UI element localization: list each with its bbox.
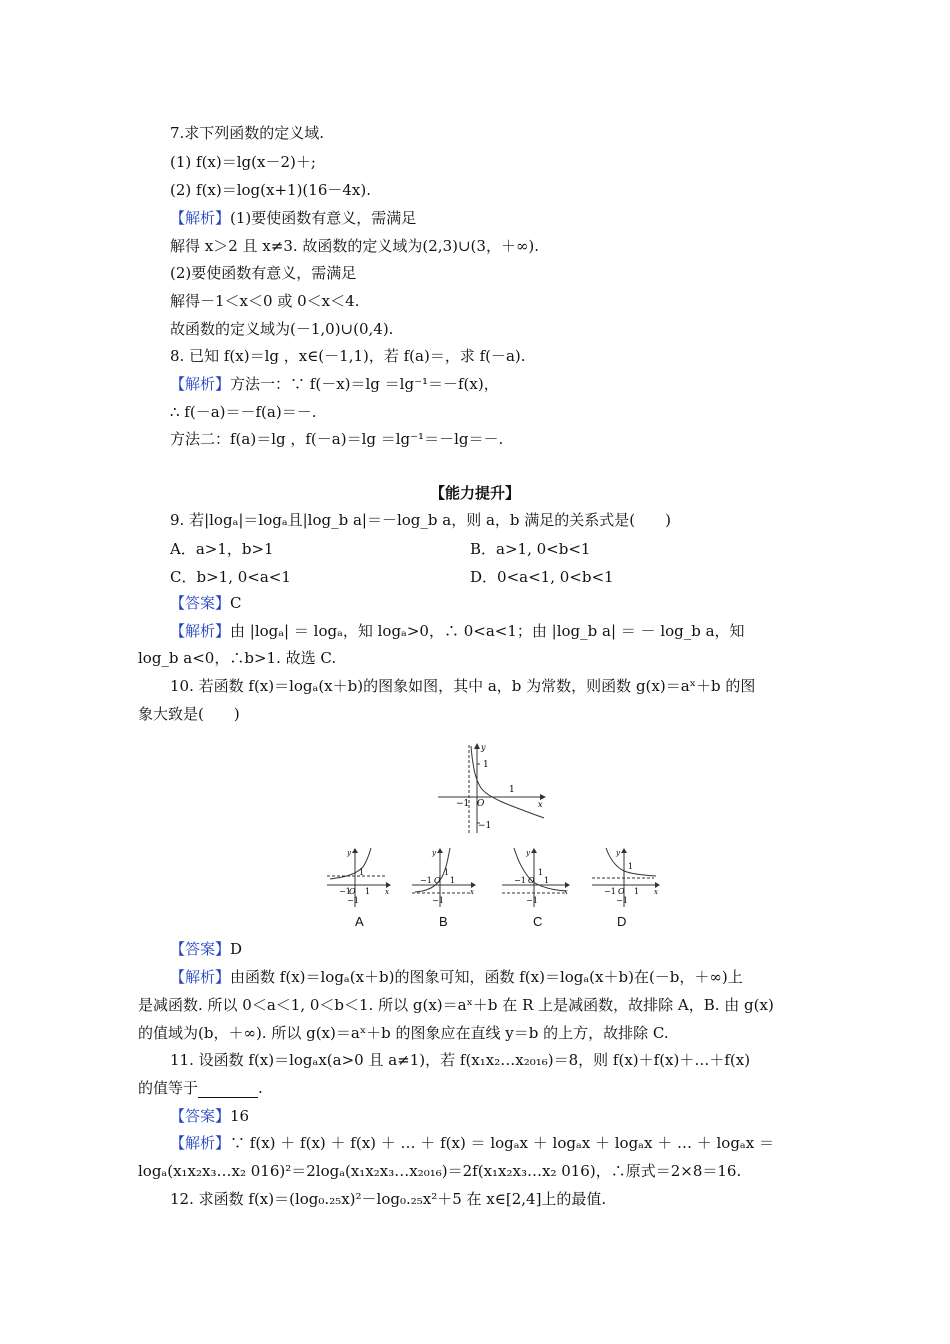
svg-text:y: y <box>616 849 620 857</box>
q7-part2: (2) f(x)＝log(x+1)(16－4x). <box>170 181 371 199</box>
svg-text:1: 1 <box>544 876 550 885</box>
svg-text:1: 1 <box>444 868 450 877</box>
q8-analysis-1: 【解析】方法一：∵ f(－x)＝lg ＝lg⁻¹＝－f(x)， <box>170 375 499 393</box>
analysis-tag: 【解析】 <box>170 968 231 986</box>
q9-option-c: C．b>1, 0<a<1 <box>170 568 291 586</box>
svg-text:O: O <box>618 887 625 896</box>
svg-text:1: 1 <box>483 760 489 770</box>
q9-option-b: B．a>1, 0<b<1 <box>470 540 591 558</box>
q7-analysis-2: 解得 x＞2 且 x≠3. 故函数的定义域为(2,3)∪(3，＋∞). <box>170 237 540 255</box>
svg-text:O: O <box>477 799 485 809</box>
q10-answer: 【答案】D <box>170 940 243 958</box>
option-graph-label-b: B <box>439 914 448 929</box>
svg-text:1: 1 <box>634 887 640 896</box>
q11-title-2: 的值等于 . <box>138 1079 263 1097</box>
q9-option-d: D．0<a<1, 0<b<1 <box>470 568 614 586</box>
svg-text:−1: −1 <box>514 876 526 885</box>
svg-text:1: 1 <box>509 785 515 795</box>
answer-tag: 【答案】 <box>170 1107 231 1125</box>
svg-text:1: 1 <box>359 868 365 877</box>
option-graph-label-d: D <box>617 914 627 929</box>
option-graph-a <box>325 845 395 910</box>
svg-text:1: 1 <box>538 868 544 877</box>
answer-tag: 【答案】 <box>170 594 231 612</box>
option-graph-label-a: A <box>355 914 364 929</box>
q7-analysis-1: 【解析】(1)要使函数有意义，需满足 <box>170 209 417 227</box>
svg-text:x: x <box>654 888 658 896</box>
svg-text:−1: −1 <box>616 896 628 905</box>
q11-analysis-1: 【解析】∵ f(x) ＋ f(x) ＋ f(x) ＋ … ＋ f(x) ＝ logₐx ＋ logₐx ＋ logₐx ＋ … ＋ logₐx ＝ <box>170 1134 774 1152</box>
svg-text:O: O <box>434 876 441 885</box>
svg-text:y: y <box>347 849 351 857</box>
svg-text:−1: −1 <box>478 821 492 831</box>
q7-analysis-5: 故函数的定义域为(－1,0)∪(0,4). <box>170 320 394 338</box>
option-graph-d <box>590 845 665 910</box>
q10-title-2: 象大致是( ) <box>138 705 240 723</box>
svg-text:−1: −1 <box>526 896 538 905</box>
svg-text:1: 1 <box>450 876 456 885</box>
option-graph-label-c: C <box>533 914 543 929</box>
svg-text:y: y <box>481 743 486 752</box>
svg-text:x: x <box>538 800 543 809</box>
q7-analysis-4: 解得－1＜x＜0 或 0＜x＜4. <box>170 292 360 310</box>
svg-text:O: O <box>528 876 535 885</box>
q9-answer: 【答案】C <box>170 594 242 612</box>
q9-option-a: A．a>1，b>1 <box>170 540 274 558</box>
q8-analysis-2: ∴ f(－a)＝－f(a)＝－. <box>170 403 317 421</box>
svg-text:−1: −1 <box>456 799 470 809</box>
svg-text:1: 1 <box>628 862 634 871</box>
svg-text:−1: −1 <box>420 876 432 885</box>
q8-title: 8. 已知 f(x)＝lg ，x∈(－1,1)，若 f(a)＝，求 f(－a). <box>170 347 526 365</box>
q9-analysis-2: log_b a<0，∴b>1. 故选 C. <box>138 649 337 667</box>
analysis-tag: 【解析】 <box>170 1134 231 1152</box>
q9-analysis-1: 【解析】由 |logₐ| ＝ logₐ，知 logₐ>0，∴ 0<a<1；由 |log_b a| ＝ － log_b a，知 <box>170 622 745 640</box>
svg-text:y: y <box>526 849 530 857</box>
q10-analysis-3: 的值域为(b，＋∞). 所以 g(x)＝aˣ＋b 的图象应在直线 y＝b 的上方，故排除 C. <box>138 1024 669 1042</box>
analysis-tag: 【解析】 <box>170 622 231 640</box>
answer-tag: 【答案】 <box>170 940 231 958</box>
q7-part1: (1) f(x)＝lg(x－2)＋; <box>170 153 316 171</box>
svg-text:−1: −1 <box>604 887 616 896</box>
analysis-tag: 【解析】 <box>170 209 231 227</box>
q11-title-1: 11. 设函数 f(x)＝logₐx(a>0 且 a≠1)，若 f(x₁x₂…x₂₀₁₆)＝8，则 f(x)＋f(x)＋…＋f(x) <box>170 1051 751 1069</box>
section-heading: 【能力提升】 <box>429 484 520 502</box>
svg-text:x: x <box>385 888 389 896</box>
svg-text:1: 1 <box>365 887 371 896</box>
q12-title: 12. 求函数 f(x)＝(log₀.₂₅x)²－log₀.₂₅x²＋5 在 x∈[2,4]上的最值. <box>170 1190 607 1208</box>
q11-answer: 【答案】16 <box>170 1107 250 1125</box>
q8-analysis-3: 方法二：f(a)＝lg ，f(－a)＝lg ＝lg⁻¹＝－lg＝－. <box>170 430 504 448</box>
svg-text:y: y <box>432 849 436 857</box>
analysis-tag: 【解析】 <box>170 375 231 393</box>
q7-analysis-3: (2)要使函数有意义，需满足 <box>170 264 357 282</box>
svg-text:−1: −1 <box>347 896 359 905</box>
svg-text:x: x <box>564 888 568 896</box>
q7-title: 7.求下列函数的定义域. <box>170 124 325 142</box>
q10-analysis-2: 是减函数. 所以 0＜a＜1, 0＜b＜1. 所以 g(x)＝aˣ＋b 在 R 上是减函数，故排除 A，B. 由 g(x) <box>138 996 774 1014</box>
svg-text:−1: −1 <box>432 896 444 905</box>
log-function-graph <box>436 740 551 835</box>
q11-analysis-2: logₐ(x₁x₂x₃…x₂ 016)²＝2logₐ(x₁x₂x₃…x₂₀₁₆)＝2f(x₁x₂x₃…x₂ 016)，∴原式＝2×8＝16. <box>138 1162 742 1180</box>
q10-analysis-1: 【解析】由函数 f(x)＝logₐ(x＋b)的图象可知，函数 f(x)＝logₐ(x＋b)在(－b，＋∞)上 <box>170 968 743 986</box>
q10-title-1: 10. 若函数 f(x)＝logₐ(x＋b)的图象如图，其中 a，b 为常数，则函数 g(x)＝aˣ＋b 的图 <box>170 677 756 695</box>
q9-title: 9. 若|logₐ|＝logₐ且|log_b a|＝－log_b a，则 a，b 满足的关系式是( ) <box>170 511 672 529</box>
option-graph-c <box>500 845 575 910</box>
fill-in-blank <box>198 1083 258 1098</box>
svg-text:O: O <box>349 887 356 896</box>
option-graph-b <box>410 845 480 910</box>
svg-text:−1: −1 <box>339 887 351 896</box>
svg-text:x: x <box>470 888 474 896</box>
